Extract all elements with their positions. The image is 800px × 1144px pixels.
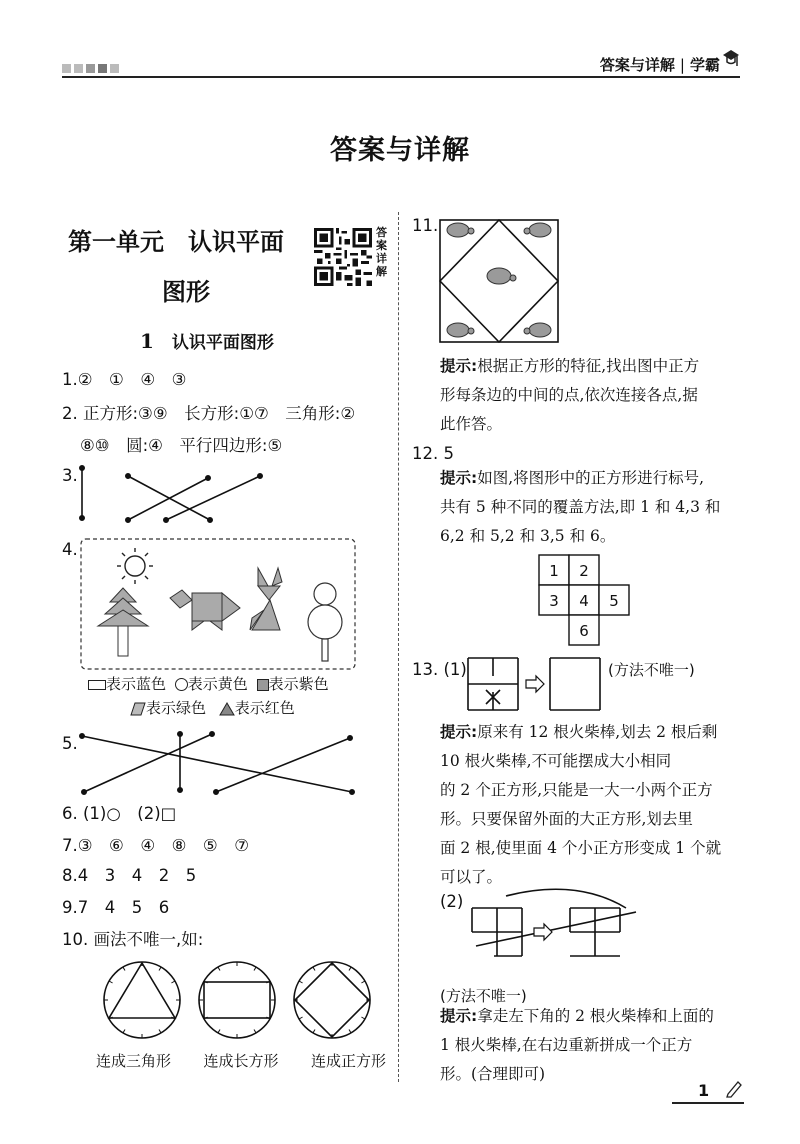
q13-note2: (方法不唯一) (440, 987, 527, 1005)
arrow-right-icon (526, 676, 544, 692)
square-icon (257, 679, 269, 691)
q11-hint-line3: 此作答。 (440, 415, 503, 433)
animal-icon (170, 590, 240, 630)
answer-q12: 12. 5 (412, 444, 454, 463)
q5-line-drawing (76, 728, 376, 802)
q11-hint-line2: 形每条边的中间的点,依次连接各点,据 (440, 386, 698, 404)
circle-tick (218, 967, 220, 970)
page-title: 答案与详解 (330, 135, 470, 166)
unit-title-line2: 图形 (162, 278, 210, 306)
section-name: 认识平面图形 (171, 333, 274, 353)
grid-cell-5: 5 (609, 592, 619, 610)
grid-cell-1: 1 (549, 562, 559, 580)
snowman-icon (308, 583, 342, 661)
circle-icon (175, 678, 188, 691)
circle-tick (218, 1029, 220, 1032)
unit-title-line1: 第一单元 认识平面 (68, 228, 284, 256)
answer-q1: 1.② ① ④ ③ (62, 370, 187, 389)
qr-code-icon (314, 228, 372, 286)
header-title-main: 答案与详解 (599, 56, 675, 74)
circle-tick (361, 1017, 364, 1019)
answer-q9: 9.7 4 5 6 (62, 898, 170, 917)
sun-icon (117, 548, 153, 584)
q10-circle-figures (96, 960, 386, 1040)
legend-blue: 表示蓝色 (106, 675, 167, 693)
q13-hint2-line3: 形。(合理即可) (440, 1065, 546, 1083)
answer-q2-line1: 2. 正方形:③⑨ 长方形:①⑦ 三角形:② (62, 404, 356, 423)
caption-rectangle: 连成长方形 (203, 1052, 279, 1070)
q11-hint (440, 352, 740, 439)
arrow-right-icon (534, 924, 552, 940)
q12-net-grid (538, 554, 638, 648)
q11-turtle-square (438, 218, 560, 344)
grid-cell-4: 4 (579, 592, 589, 610)
answer-q2-line2: ⑧⑩ 圆:④ 平行四边形:⑤ (80, 436, 283, 455)
q11-hint-line1: 根据正方形的特征,找出图中正方 (477, 357, 700, 375)
circle-tick (299, 981, 302, 983)
q13-note1: (方法不唯一) (608, 661, 695, 679)
circle-tick (159, 967, 161, 970)
pencil-icon (724, 1078, 742, 1098)
q13-matchstick-figure1 (464, 654, 604, 716)
q13-hint2 (440, 1002, 744, 1089)
q3-line-drawing (74, 462, 274, 524)
section-number: 1 (140, 329, 154, 353)
triangle-icon (219, 702, 235, 716)
tree-icon (98, 588, 148, 656)
footer-rule (672, 1102, 744, 1104)
q4-tangram-picture (80, 538, 360, 673)
q12-hint-line2: 共有 5 种不同的覆盖方法,即 1 和 4,3 和 (440, 498, 721, 516)
circle-tick (349, 1029, 351, 1032)
grid-cell-2: 2 (579, 562, 589, 580)
circle-tick (254, 1029, 256, 1032)
q12-hint-label: 提示: (440, 469, 478, 487)
q13-hint-line2: 10 根火柴棒,不可能摆成大小相同 (440, 752, 672, 770)
answer-q8: 8.4 3 4 2 5 (62, 866, 197, 885)
header-title (600, 54, 720, 75)
q12-hint-line3: 6,2 和 5,2 和 3,5 和 6。 (440, 527, 616, 545)
turtle-icons (447, 223, 551, 337)
q13-matchstick-figure2 (466, 886, 648, 972)
section-title (140, 328, 274, 353)
header-rule (62, 76, 740, 78)
answer-q5-label: 5. (62, 734, 78, 753)
rabbit-icon (250, 568, 282, 630)
caption-triangle: 连成三角形 (96, 1052, 172, 1070)
q12-hint (440, 464, 740, 551)
q13-hint2-line2: 1 根火柴棒,在右边重新拼成一个正方 (440, 1036, 693, 1054)
circle-tick (349, 967, 351, 970)
q13-hint-line1: 原来有 12 根火柴棒,划去 2 根后剩 (477, 723, 718, 741)
parallelogram-icon (130, 702, 146, 716)
answer-q7: 7.③ ⑥ ④ ⑧ ⑤ ⑦ (62, 836, 249, 855)
q13-hint-line4: 形。只要保留外面的大正方形,划去里 (440, 810, 693, 828)
legend-purple: 表示紫色 (268, 675, 329, 693)
q13-hint-line3: 的 2 个正方形,只能是一大一小两个正方 (440, 781, 713, 799)
q10-captions (96, 1050, 386, 1071)
caption-square: 连成正方形 (310, 1052, 386, 1070)
q13-hint-label: 提示: (440, 723, 478, 741)
grid-cell-6: 6 (579, 622, 589, 640)
graduation-cap-icon (722, 46, 740, 72)
column-divider (398, 212, 399, 1082)
q12-hint-line1: 如图,将图形中的正方形进行标号, (477, 469, 705, 487)
circle-tick (313, 967, 315, 970)
circle-tick (299, 1017, 302, 1019)
header-brand: 学霸 (689, 56, 720, 74)
legend-line1 (88, 674, 329, 694)
circle-tick (254, 967, 256, 970)
answer-q11-label: 11. (412, 216, 439, 235)
q13-hint (440, 718, 744, 892)
circle-tick (123, 1029, 125, 1032)
circle-tick (171, 981, 174, 983)
header-separator: | (679, 56, 685, 74)
rectangle-icon (88, 680, 106, 690)
circle-tick (123, 967, 125, 970)
q13-hint2-line1: 拿走左下角的 2 根火柴棒和上面的 (477, 1007, 714, 1025)
q13-hint-line6: 可以了。 (440, 868, 503, 886)
answer-q13-label: 13. (1) (412, 660, 467, 679)
legend-yellow: 表示黄色 (187, 675, 248, 693)
header-decoration (62, 64, 119, 73)
q13-hint-line5: 面 2 根,使里面 4 个小正方形变成 1 个就 (440, 839, 722, 857)
q11-hint-label: 提示: (440, 357, 478, 375)
circle-tick (361, 981, 364, 983)
legend-line2 (130, 698, 295, 718)
grid-cell-3: 3 (549, 592, 559, 610)
answer-q3-label: 3. (62, 466, 78, 485)
answer-q10: 10. 画法不唯一,如: (62, 930, 204, 949)
circle-tick (109, 981, 112, 983)
circle-tick (313, 1029, 315, 1032)
answer-q6: 6. (1)○ (2)□ (62, 804, 177, 823)
q13-hint2-label: 提示: (440, 1007, 478, 1025)
answer-q4-label: 4. (62, 540, 78, 559)
qr-caption: 答案详解 (376, 226, 387, 278)
page-number: 1 (698, 1081, 710, 1100)
legend-red: 表示红色 (234, 699, 295, 717)
q13-part2-label: (2) (440, 892, 464, 911)
legend-green: 表示绿色 (146, 699, 207, 717)
circle-tick (159, 1029, 161, 1032)
